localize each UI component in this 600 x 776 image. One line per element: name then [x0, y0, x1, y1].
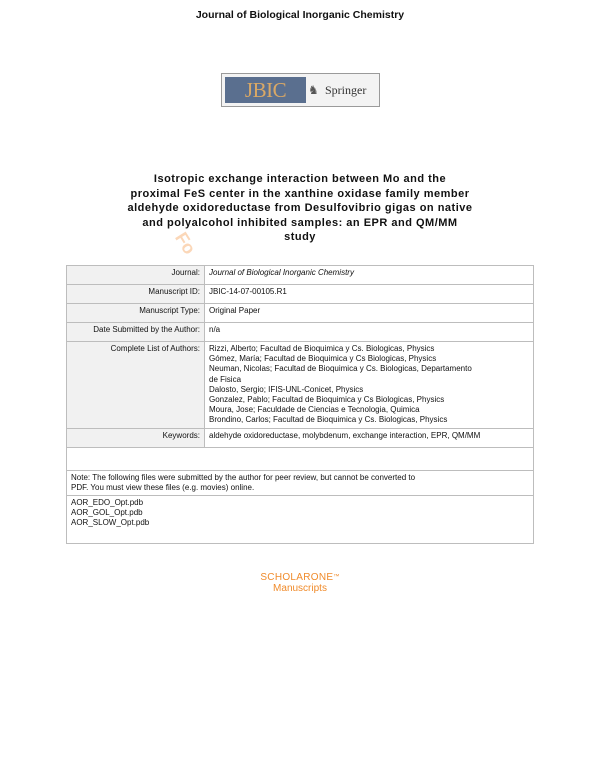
file-link[interactable]: AOR_EDO_Opt.pdb	[71, 498, 144, 508]
date-submitted-label: Date Submitted by the Author:	[67, 323, 205, 342]
table-row	[67, 323, 534, 342]
table-row	[67, 447, 534, 470]
journal-header: Journal of Biological Inorganic Chemistry	[195, 9, 405, 21]
keywords-value: aldehyde oxidoreductase, molybdenum, exchange interaction, EPR, QM/MM	[205, 428, 534, 447]
note-line: PDF. You must view these files (e.g. movies) online.	[71, 482, 255, 492]
scholarone-brand-text: SCHOLARONE	[260, 572, 334, 583]
title-line: study	[284, 231, 316, 243]
table-row	[67, 342, 534, 429]
table-row	[67, 470, 534, 495]
files-note	[67, 470, 534, 495]
authors-label: Complete List of Authors:	[67, 342, 205, 429]
jbic-logo: JBIC	[225, 77, 306, 103]
blank-row	[67, 447, 534, 470]
author-line: Gonzalez, Pablo; Facultad de Bioquimica y Cs Biologicas, Physics	[209, 395, 445, 405]
scholarone-brand	[0, 572, 600, 583]
manuscript-type-label: Manuscript Type:	[67, 304, 205, 323]
springer-logo	[306, 77, 378, 103]
table-row	[67, 304, 534, 323]
trademark-symbol: ™	[333, 574, 340, 580]
author-line: de Fisica	[209, 374, 242, 384]
table-row	[67, 428, 534, 447]
springer-horse-icon: ♞	[308, 83, 319, 97]
keywords-label: Keywords:	[67, 428, 205, 447]
author-line: Gómez, María; Facultad de Bioquimica y Cs Biologicas, Physics	[209, 354, 437, 364]
file-link[interactable]: AOR_SLOW_Opt.pdb	[71, 518, 150, 528]
journal-logo	[221, 73, 380, 107]
title-line: proximal FeS center in the xanthine oxidase family member	[130, 187, 470, 200]
for-peer-review-watermark: Fo	[171, 228, 200, 258]
springer-logo-text: Springer	[325, 83, 367, 97]
manuscript-type-value: Original Paper	[205, 304, 534, 323]
author-line: Neuman, Nicolas; Facultad de Bioquimica y Cs. Biologicas, Departamento	[209, 364, 472, 374]
table-row	[67, 496, 534, 544]
file-link[interactable]: AOR_GOL_Opt.pdb	[71, 508, 143, 518]
authors-list	[205, 342, 534, 429]
scholarone-sub: Manuscripts	[273, 583, 327, 594]
manuscript-id-value: JBIC-14-07-00105.R1	[205, 285, 534, 304]
author-line: Moura, Jose; Faculdade de Ciencias e Tecnologia, Quimica	[209, 405, 420, 415]
scholarone-logo	[0, 572, 600, 594]
file-list-spacer	[71, 529, 529, 541]
author-line: Brondino, Carlos; Facultad de Bioquimica y Cs. Biologicas, Physics	[209, 415, 448, 425]
table-row	[67, 266, 534, 285]
journal-value: Journal of Biological Inorganic Chemistry	[205, 266, 534, 285]
author-line: Dalosto, Sergio; IFIS-UNL-Conicet, Physics	[209, 384, 364, 394]
manuscript-title	[100, 172, 500, 245]
manuscript-details-table	[66, 265, 534, 544]
table-row	[67, 285, 534, 304]
journal-label: Journal:	[67, 266, 205, 285]
title-line: and polyalcohol inhibited samples: an EPR and QM/MM	[142, 216, 458, 229]
manuscript-id-label: Manuscript ID:	[67, 285, 205, 304]
title-line: Isotropic exchange interaction between Mo and the	[153, 173, 447, 185]
author-line: Rizzi, Alberto; Facultad de Bioquimica y Cs. Biologicas, Physics	[209, 344, 435, 353]
file-list	[67, 496, 534, 544]
note-line: Note: The following files were submitted by the author for peer review, but cannot be converted to	[71, 472, 416, 482]
title-line: aldehyde oxidoreductase from Desulfovibrio gigas on native	[127, 202, 473, 214]
date-submitted-value: n/a	[205, 323, 534, 342]
